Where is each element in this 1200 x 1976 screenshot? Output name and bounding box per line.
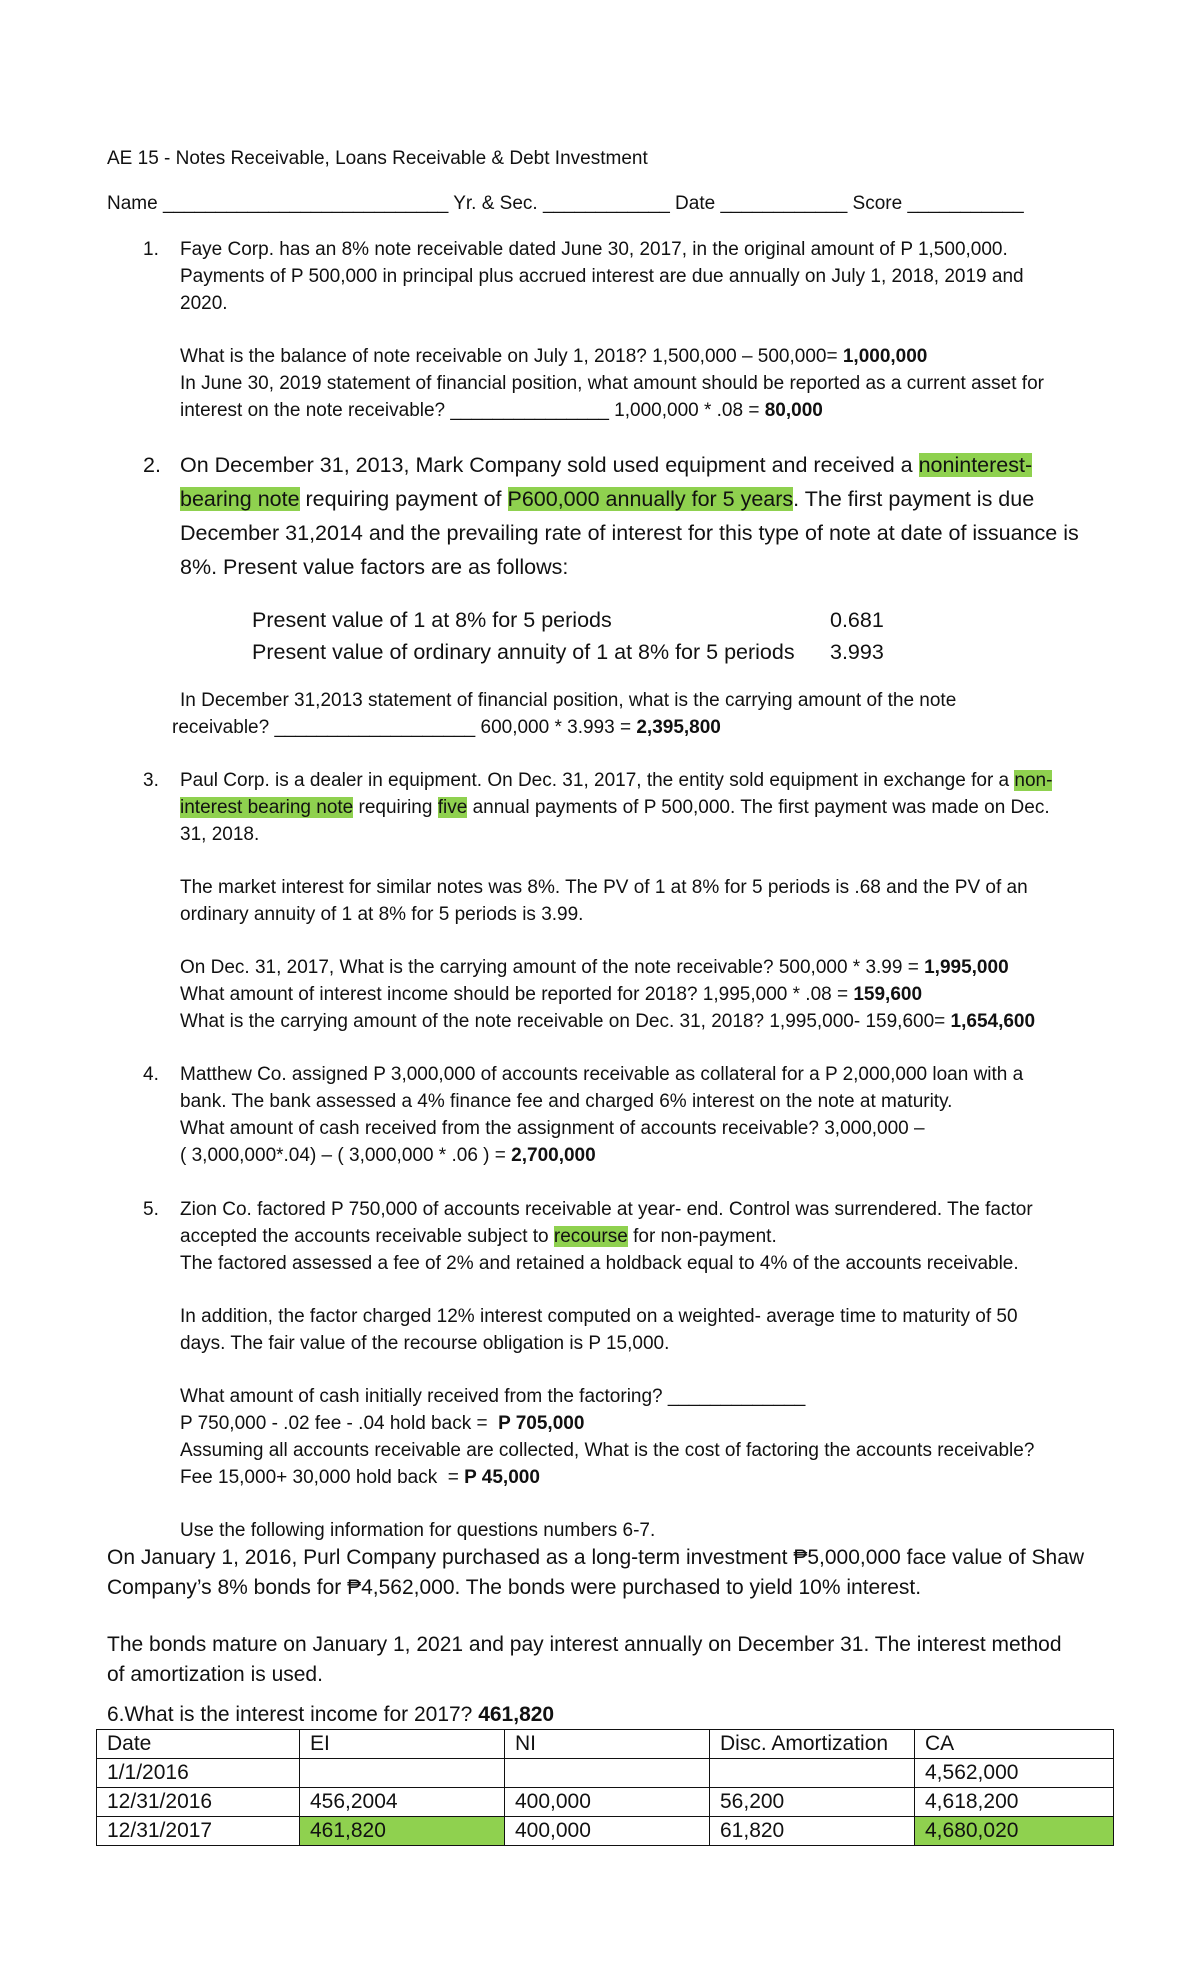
q3-line-2: interest bearing note requiring five annual payments of P 500,000. The first payment was made on Dec.	[180, 797, 1050, 818]
table-row	[97, 1759, 1114, 1788]
table-header: NI	[505, 1730, 710, 1759]
q5-question-1: P 750,000 - .02 fee - .04 hold back = P 705,000	[180, 1413, 585, 1434]
pv1-label: Present value of 1 at 8% for 5 periods	[252, 608, 612, 632]
table-cell: 56,200	[710, 1788, 915, 1817]
table-cell: 4,562,000	[915, 1759, 1114, 1788]
table-cell: 61,820	[710, 1817, 915, 1846]
table-header: Disc. Amortization	[710, 1730, 915, 1759]
q3-answer-1: 1,995,000	[924, 957, 1009, 978]
q3-question-3: What is the carrying amount of the note receivable on Dec. 31, 2018? 1,995,000- 159,600= 1,654,600	[180, 1011, 1036, 1032]
highlight-bearing-note: bearing note	[180, 487, 300, 511]
q5-answer-1: P 705,000	[498, 1413, 585, 1434]
table-header-row	[97, 1730, 1114, 1759]
q4-number: 4.	[143, 1064, 159, 1085]
q4-question: ( 3,000,000*.04) – ( 3,000,000 * .06 ) = 2,700,000	[180, 1145, 596, 1166]
pv2-value: 3.993	[830, 640, 884, 664]
q2-answer: 2,395,800	[636, 717, 721, 738]
table-cell: 1/1/2016	[97, 1759, 300, 1788]
highlight-noninterest: noninterest-	[918, 453, 1033, 477]
table-header: EI	[300, 1730, 505, 1759]
highlight-payment: P600,000 annually for 5 years	[507, 487, 794, 511]
table-cell: 400,000	[505, 1788, 710, 1817]
q67-intro: Use the following information for questions numbers 6-7.	[180, 1520, 656, 1541]
q67-para-2a: The bonds mature on January 1, 2021 and pay interest annually on December 31. The interest method	[107, 1633, 1062, 1656]
table-cell	[505, 1759, 710, 1788]
highlight-interest-bearing-note: interest bearing note	[180, 797, 354, 818]
pv2-label: Present value of ordinary annuity of 1 at 8% for 5 periods	[252, 640, 795, 664]
highlight-five: five	[437, 797, 468, 818]
q2-line-4: 8%. Present value factors are as follows:	[180, 555, 569, 579]
q4-line-1: Matthew Co. assigned P 3,000,000 of accounts receivable as collateral for a P 2,000,000 loan with a	[180, 1064, 1024, 1085]
q3-line-5: ordinary annuity of 1 at 8% for 5 periods is 3.99.	[180, 904, 584, 925]
table-row	[97, 1788, 1114, 1817]
table-cell: 12/31/2016	[97, 1788, 300, 1817]
amortization-table	[96, 1729, 1114, 1846]
q67-para-1b: Company’s 8% bonds for ₱4,562,000. The bonds were purchased to yield 10% interest.	[107, 1576, 922, 1599]
q2-question: receivable? ___________________ 600,000 * 3.993 = 2,395,800	[172, 717, 721, 738]
q3-line-4: The market interest for similar notes was 8%. The PV of 1 at 8% for 5 periods is .68 and the PV of an	[180, 877, 1028, 898]
q3-number: 3.	[143, 770, 159, 791]
highlight-non: non-	[1014, 770, 1053, 791]
q5-line-5: days. The fair value of the recourse obligation is P 15,000.	[180, 1333, 670, 1354]
table-cell	[710, 1759, 915, 1788]
q3-question-2: What amount of interest income should be reported for 2018? 1,995,000 * .08 = 159,600	[180, 984, 923, 1005]
q5-line-3: The factored assessed a fee of 2% and retained a holdback equal to 4% of the accounts receivable.	[180, 1253, 1019, 1274]
q3-line-1: Paul Corp. is a dealer in equipment. On Dec. 31, 2017, the entity sold equipment in exchange for a non-	[180, 770, 1053, 791]
table-cell	[300, 1759, 505, 1788]
q67-para-2b: of amortization is used.	[107, 1663, 323, 1686]
highlight-recourse: recourse	[553, 1226, 628, 1247]
q2-line-2: bearing note requiring payment of P600,000 annually for 5 years. The first payment is due	[180, 487, 1035, 511]
q5-line-1: Zion Co. factored P 750,000 of accounts receivable at year- end. Control was surrendered. The factor	[180, 1199, 1033, 1220]
table-cell: 12/31/2017	[97, 1817, 300, 1846]
q1-question-2: interest on the note receivable? _______________ 1,000,000 * .08 = 80,000	[180, 400, 823, 421]
q1-line-2: Payments of P 500,000 in principal plus accrued interest are due annually on July 1, 2018, 2019 and	[180, 266, 1024, 287]
document-title: AE 15 - Notes Receivable, Loans Receivable & Debt Investment	[107, 148, 648, 169]
q1-answer-1: 1,000,000	[842, 346, 928, 367]
q1-number: 1.	[143, 239, 159, 260]
q3-answer-2: 159,600	[853, 984, 923, 1005]
table-cell: 456,2004	[300, 1788, 505, 1817]
q1-line-3: 2020.	[180, 293, 228, 314]
q5-line-2: accepted the accounts receivable subject to recourse for non-payment.	[180, 1226, 777, 1247]
q4-line-2: bank. The bank assessed a 4% finance fee and charged 6% interest on the note at maturity.	[180, 1091, 953, 1112]
q3-line-3: 31, 2018.	[180, 824, 260, 845]
q2-line-3: December 31,2014 and the prevailing rate of interest for this type of note at date of issuance is	[180, 521, 1079, 545]
q6-answer: 461,820	[478, 1703, 555, 1726]
table-cell-highlighted: 4,680,020	[915, 1817, 1114, 1846]
q5-number: 5.	[143, 1199, 159, 1220]
q1-line-5: In June 30, 2019 statement of financial position, what amount should be reported as a current asset for	[180, 373, 1044, 394]
q5-line-4: In addition, the factor charged 12% interest computed on a weighted- average time to maturity of 50	[180, 1306, 1018, 1327]
q5-question-2: Fee 15,000+ 30,000 hold back = P 45,000	[180, 1467, 540, 1488]
q2-line-5: In December 31,2013 statement of financial position, what is the carrying amount of the note	[180, 690, 957, 711]
table-header: Date	[97, 1730, 300, 1759]
name-line: Name ___________________________ Yr. & Sec. ____________ Date ____________ Score ___________	[107, 193, 1024, 214]
q5-answer-2: P 45,000	[464, 1467, 540, 1488]
table-cell: 4,618,200	[915, 1788, 1114, 1817]
q3-answer-3: 1,654,600	[950, 1011, 1036, 1032]
pv1-value: 0.681	[830, 608, 884, 632]
table-cell-highlighted: 461,820	[300, 1817, 505, 1846]
q67-para-1a: On January 1, 2016, Purl Company purchased as a long-term investment ₱5,000,000 face value of Shaw	[107, 1546, 1085, 1569]
q5-line-6: What amount of cash initially received from the factoring? _____________	[180, 1386, 806, 1407]
table-cell: 400,000	[505, 1817, 710, 1846]
q4-answer: 2,700,000	[511, 1145, 596, 1166]
table-row	[97, 1817, 1114, 1846]
q2-number: 2.	[143, 453, 161, 477]
q5-line-8: Assuming all accounts receivable are collected, What is the cost of factoring the accounts receivable?	[180, 1440, 1035, 1461]
q1-answer-2: 80,000	[764, 400, 823, 421]
q4-line-3: What amount of cash received from the assignment of accounts receivable? 3,000,000 –	[180, 1118, 925, 1139]
table-header: CA	[915, 1730, 1114, 1759]
q1-question-1: What is the balance of note receivable on July 1, 2018? 1,500,000 – 500,000= 1,000,000	[180, 346, 928, 367]
q6-question: 6.What is the interest income for 2017? 461,820	[107, 1703, 555, 1726]
q3-question-1: On Dec. 31, 2017, What is the carrying amount of the note receivable? 500,000 * 3.99 = 1,995,000	[180, 957, 1009, 978]
q1-line-1: Faye Corp. has an 8% note receivable dated June 30, 2017, in the original amount of P 1,500,000.	[180, 239, 1008, 260]
q2-line-1: On December 31, 2013, Mark Company sold used equipment and received a noninterest-	[180, 453, 1033, 477]
